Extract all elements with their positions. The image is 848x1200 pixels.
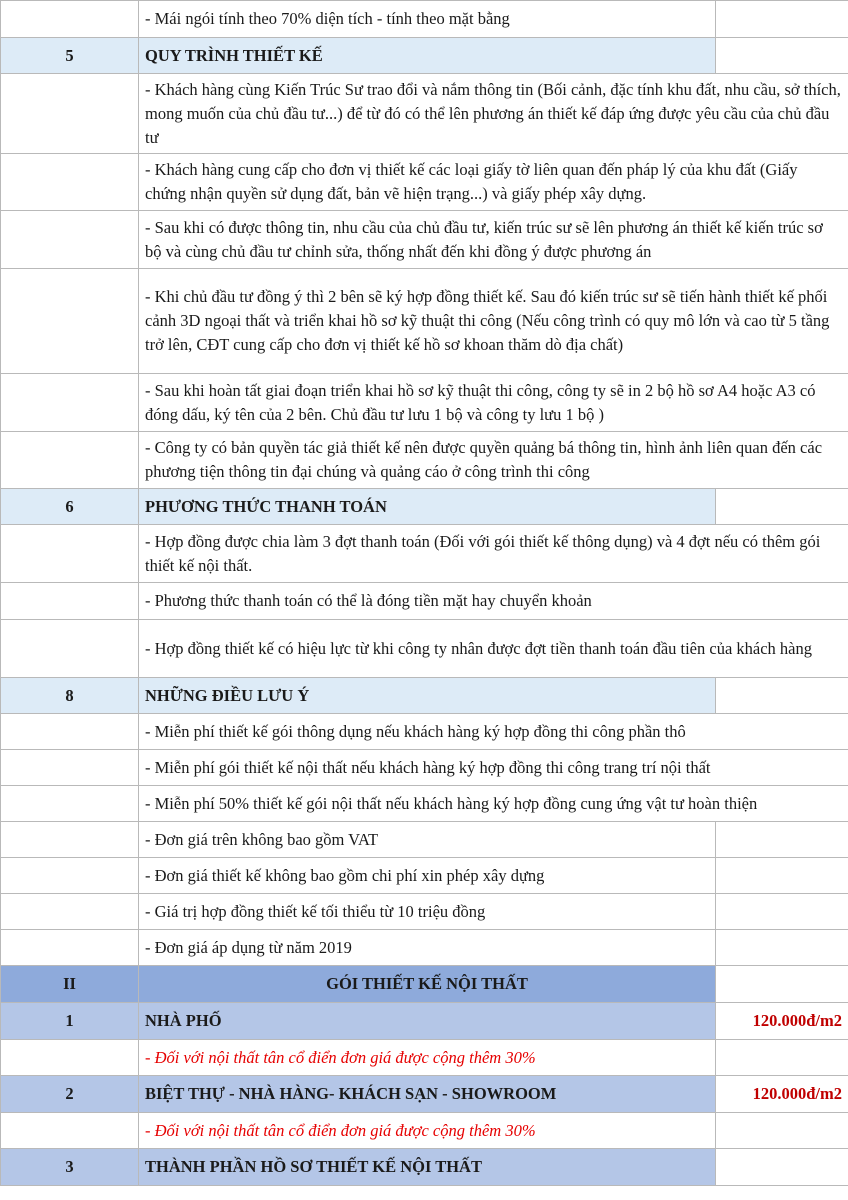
section-title: PHƯƠNG THỨC THANH TOÁN bbox=[139, 489, 716, 525]
list-item: - Hợp đồng được chia làm 3 đợt thanh toán (Đối với gói thiết kế thông dụng) và 4 đợt nếu có thêm gói thiết kế nội thất. bbox=[139, 525, 848, 583]
package-number: 2 bbox=[1, 1076, 139, 1113]
section-title: NHỮNG ĐIỀU LƯU Ý bbox=[139, 678, 716, 714]
package-title: THÀNH PHẦN HỒ SƠ THIẾT KẾ NỘI THẤT bbox=[139, 1149, 716, 1186]
table-row bbox=[1, 1, 848, 38]
package-note: - Đối với nội thất tân cổ điển đơn giá được cộng thêm 30% bbox=[139, 1113, 716, 1149]
table-row bbox=[1, 269, 848, 374]
table-row bbox=[1, 583, 848, 620]
package-note-row bbox=[1, 1040, 848, 1076]
section-header-6 bbox=[1, 489, 848, 525]
package-note-row bbox=[1, 1113, 848, 1149]
list-item: - Đơn giá áp dụng từ năm 2019 bbox=[139, 930, 716, 966]
list-item: - Khách hàng cùng Kiến Trúc Sư trao đổi và nắm thông tin (Bối cảnh, đặc tính khu đất, nhu cầu, sở thích, mong muốn của chủ đầu tư...) để từ đó có thể lên phương án thiết kế đáp ứng được yêu cầu của chủ đầu tư bbox=[139, 74, 848, 154]
list-item: - Hợp đồng thiết kế có hiệu lực từ khi công ty nhân được đợt tiền thanh toán đầu tiên của khách hàng bbox=[139, 620, 848, 678]
package-number: 3 bbox=[1, 1149, 139, 1186]
section-number: 6 bbox=[1, 489, 139, 525]
package-row-2 bbox=[1, 1076, 848, 1113]
table-row bbox=[1, 620, 848, 678]
main-section-header bbox=[1, 966, 848, 1003]
package-title: NHÀ PHỐ bbox=[139, 1003, 716, 1040]
table-row bbox=[1, 432, 848, 489]
section-title: GÓI THIẾT KẾ NỘI THẤT bbox=[139, 966, 716, 1003]
section-header-8 bbox=[1, 678, 848, 714]
package-price: 120.000đ/m2 bbox=[716, 1076, 848, 1113]
table-row bbox=[1, 525, 848, 583]
section-title: QUY TRÌNH THIẾT KẾ bbox=[139, 38, 716, 74]
table-row bbox=[1, 858, 848, 894]
table-row bbox=[1, 74, 848, 154]
section-number: 5 bbox=[1, 38, 139, 74]
package-number: 1 bbox=[1, 1003, 139, 1040]
table-row bbox=[1, 894, 848, 930]
section-number: II bbox=[1, 966, 139, 1003]
table-row bbox=[1, 750, 848, 786]
table-row bbox=[1, 714, 848, 750]
row-number bbox=[1, 1, 139, 38]
list-item: - Sau khi hoàn tất giai đoạn triển khai hồ sơ kỹ thuật thi công, công ty sẽ in 2 bộ hồ sơ A4 hoặc A3 có đóng dấu, ký tên của 2 bên. Chủ đầu tư lưu 1 bộ và công ty lưu 1 bộ ) bbox=[139, 374, 848, 432]
table-row bbox=[1, 786, 848, 822]
section-number: 8 bbox=[1, 678, 139, 714]
table-row bbox=[1, 154, 848, 211]
package-note: - Đối với nội thất tân cổ điển đơn giá được cộng thêm 30% bbox=[139, 1040, 716, 1076]
package-price: 120.000đ/m2 bbox=[716, 1003, 848, 1040]
table-row bbox=[1, 374, 848, 432]
list-item: - Miễn phí thiết kế gói thông dụng nếu khách hàng ký hợp đồng thi công phần thô bbox=[139, 714, 848, 750]
section-header-5 bbox=[1, 38, 848, 74]
table-row bbox=[1, 211, 848, 269]
list-item: - Công ty có bản quyền tác giả thiết kế nên được quyền quảng bá thông tin, hình ảnh liên quan đến các phương tiện thông tin đại chúng và quảng cáo ở công trình thi công bbox=[139, 432, 848, 489]
list-item: - Sau khi có được thông tin, nhu cầu của chủ đầu tư, kiến trúc sư sẽ lên phương án thiết kế kiến trúc sơ bộ và cùng chủ đầu tư chỉnh sửa, thống nhất đến khi đồng ý được phương án bbox=[139, 211, 848, 269]
list-item: - Miễn phí 50% thiết kế gói nội thất nếu khách hàng ký hợp đồng cung ứng vật tư hoàn thiện bbox=[139, 786, 848, 822]
list-item: - Phương thức thanh toán có thể là đóng tiền mặt hay chuyển khoản bbox=[139, 583, 848, 620]
table-row bbox=[1, 822, 848, 858]
package-row-1 bbox=[1, 1003, 848, 1040]
list-item: - Khi chủ đầu tư đồng ý thì 2 bên sẽ ký hợp đồng thiết kế. Sau đó kiến trúc sư sẽ tiến hành thiết kế phối cảnh 3D ngoại thất và triển khai hồ sơ kỹ thuật thi công (Nếu công trình có quy mô lớn và cao từ 5 tầng trở lên, CĐT cung cấp cho đơn vị thiết kế hồ sơ khoan thăm dò địa chất) bbox=[139, 269, 848, 374]
package-row-3 bbox=[1, 1149, 848, 1186]
list-item: - Khách hàng cung cấp cho đơn vị thiết kế các loại giấy tờ liên quan đến pháp lý của khu đất (Giấy chứng nhận quyền sử dụng đất, bản vẽ hiện trạng...) và giấy phép xây dựng. bbox=[139, 154, 848, 211]
package-title: BIỆT THỰ - NHÀ HÀNG- KHÁCH SẠN - SHOWROOM bbox=[139, 1076, 716, 1113]
table-row bbox=[1, 930, 848, 966]
list-item: - Đơn giá thiết kế không bao gồm chi phí xin phép xây dựng bbox=[139, 858, 716, 894]
list-item: - Miễn phí gói thiết kế nội thất nếu khách hàng ký hợp đồng thi công trang trí nội thất bbox=[139, 750, 848, 786]
list-item: - Mái ngói tính theo 70% diện tích - tính theo mặt bằng bbox=[139, 1, 716, 38]
list-item: - Giá trị hợp đồng thiết kế tối thiểu từ 10 triệu đồng bbox=[139, 894, 716, 930]
list-item: - Đơn giá trên không bao gồm VAT bbox=[139, 822, 716, 858]
